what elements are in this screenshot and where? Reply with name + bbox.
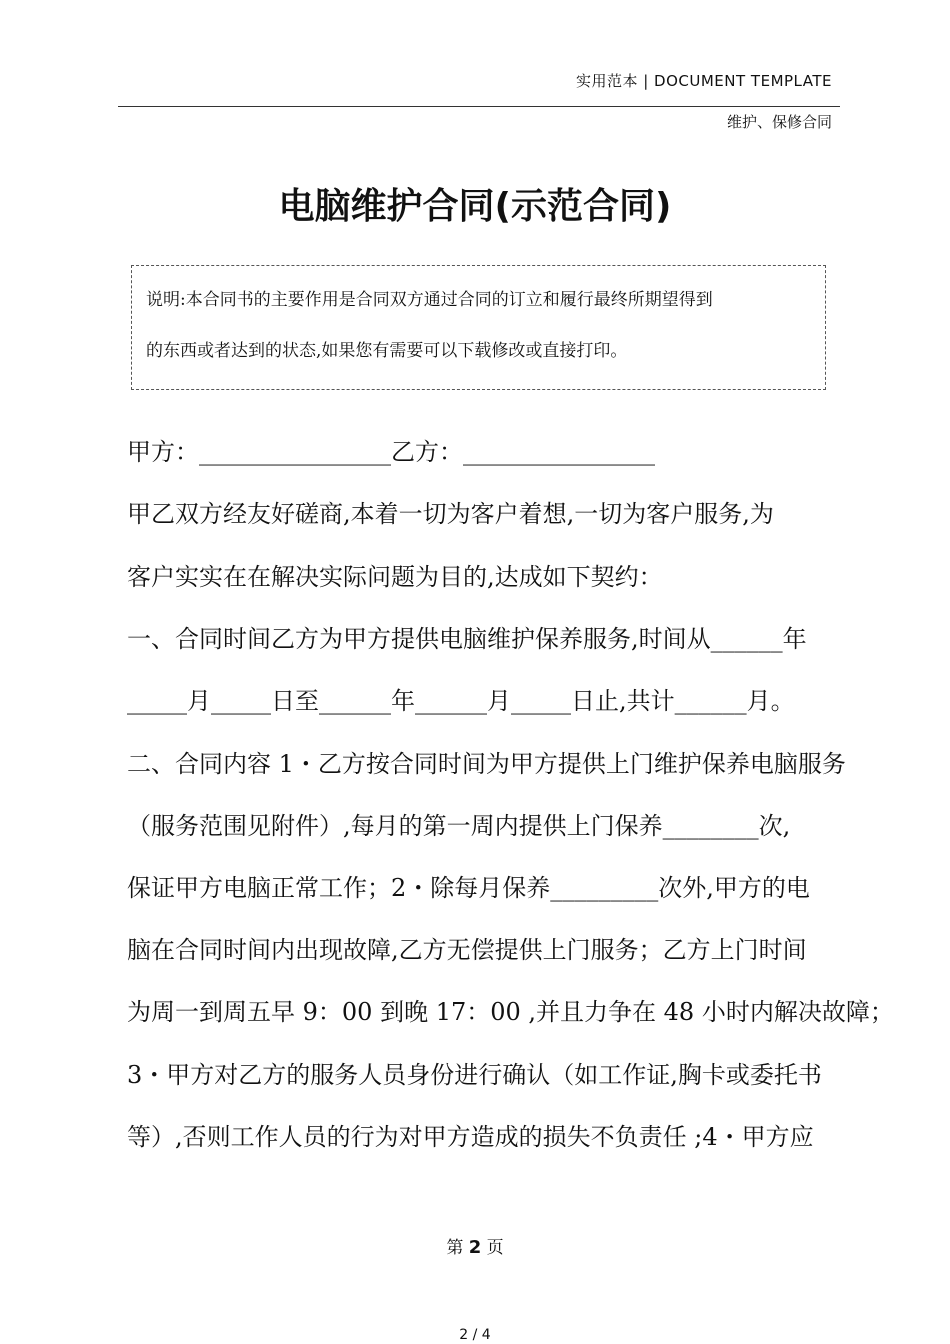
page-suffix: 页	[486, 1238, 504, 1258]
note-line: 的东西或者达到的状态,如果您有需要可以下载修改或直接打印。	[146, 341, 628, 361]
note-line: 说明:本合同书的主要作用是合同双方通过合同的订立和履行最终所期望得到	[146, 290, 713, 310]
body-line: 一、合同时间乙方为甲方提供电脑维护保养服务,时间从______年	[127, 625, 807, 653]
body-line: 客户实实在在解决实际问题为目的,达成如下契约：	[127, 563, 663, 591]
header-category: 维护、保修合同	[726, 113, 832, 131]
header-divider	[118, 106, 840, 107]
party-fields: 甲方：________________乙方：________________	[127, 438, 655, 466]
page-number	[0, 1233, 950, 1258]
page-prefix: 第	[446, 1238, 464, 1258]
header-tag: 实用范本 | DOCUMENT TEMPLATE	[575, 72, 832, 90]
body-line: 脑在合同时间内出现故障,乙方无偿提供上门服务；乙方上门时间	[127, 936, 807, 964]
body-line: 3・甲方对乙方的服务人员身份进行确认（如工作证,胸卡或委托书	[127, 1061, 822, 1089]
body-line: _____月_____日至______年______月_____日止,共计______月。	[127, 687, 795, 715]
document-title: 电脑维护合同(示范合同)	[278, 186, 672, 227]
body-line: 甲乙双方经友好磋商,本着一切为客户着想,一切为客户服务,为	[127, 500, 774, 528]
body-line: 等）,否则工作人员的行为对甲方造成的损失不负责任 ;4・甲方应	[127, 1123, 814, 1151]
body-line: 保证甲方电脑正常工作；2・除每月保养_________次外,甲方的电	[127, 874, 810, 902]
note-box	[131, 265, 826, 390]
body-line: （服务范围见附件）,每月的第一周内提供上门保养________次,	[127, 812, 791, 840]
body-line: 为周一到周五早 9：00 到晚 17：00 ,并且力争在 48 小时内解决故障；	[127, 998, 894, 1026]
page-count: 2 / 4	[459, 1327, 491, 1343]
body-line: 二、合同内容 1・乙方按合同时间为甲方提供上门维护保养电脑服务	[127, 750, 846, 778]
page-number-value: 2	[468, 1237, 482, 1258]
